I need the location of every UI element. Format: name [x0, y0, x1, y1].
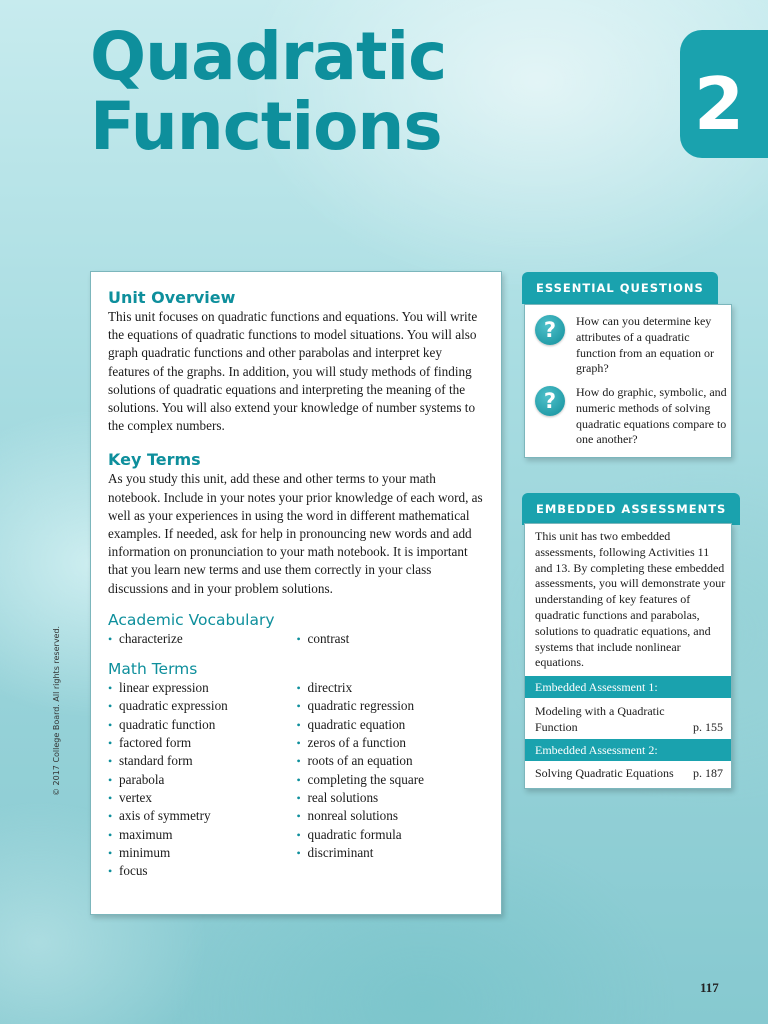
unit-title-line-2: Functions [90, 88, 442, 165]
math-terms-right [297, 679, 486, 880]
list-item: • factored form [108, 734, 297, 752]
question-mark-icon: ? [535, 315, 565, 345]
unit-overview-panel [90, 271, 502, 915]
academic-vocabulary-right [297, 630, 486, 648]
list-item: • quadratic expression [108, 697, 297, 715]
essential-questions-panel [524, 304, 732, 458]
academic-vocabulary-list [108, 630, 485, 648]
list-item: • standard form [108, 752, 297, 770]
copyright-notice: © 2017 College Board. All rights reserved. [52, 625, 61, 796]
embedded-assessments-panel [524, 523, 732, 789]
list-item: • focus [108, 862, 297, 880]
list-item: • contrast [297, 630, 486, 648]
list-item: • vertex [108, 789, 297, 807]
list-item: • quadratic regression [297, 697, 486, 715]
page-number: 117 [700, 980, 719, 995]
embedded-assessments-intro: This unit has two embedded assessments, following Activities 11 and 13. By completing these embedded assessments, you will demonstrate your understanding of key features of quadratic functions and parabolas, solutions to quadratic equations, and systems that include nonlinear equations. [535, 529, 726, 670]
embedded-assessment-2-entry [535, 766, 723, 782]
list-item: • characterize [108, 630, 297, 648]
list-item: • axis of symmetry [108, 807, 297, 825]
unit-title-line-1: Quadratic [90, 18, 447, 95]
essential-question-2 [535, 385, 727, 448]
list-item: • directrix [297, 679, 486, 697]
list-item: • parabola [108, 771, 297, 789]
list-item: • roots of an equation [297, 752, 486, 770]
math-terms-list [108, 679, 485, 880]
essential-question-text: How can you determine key attributes of a quadratic function from an equation or graph? [576, 314, 714, 376]
unit-title [90, 18, 447, 165]
key-terms-text: As you study this unit, add these and other terms to your math notebook. Include in your notes your prior knowledge of each word, as well as your experiences in using the word in different mathematical examples. If needed, ask for help in pronouncing new words and add information on pronunciation to your math notebook. It is important that you learn new terms and use them correctly in your class discussions and in your problem solutions. [108, 471, 483, 596]
list-item: • quadratic function [108, 716, 297, 734]
embedded-assessment-2-page: p. 187 [693, 766, 723, 780]
list-item: • zeros of a function [297, 734, 486, 752]
list-item: • discriminant [297, 844, 486, 862]
embedded-assessment-1-page: p. 155 [693, 719, 723, 734]
embedded-assessment-1-title: Modeling with a Quadratic Function [535, 704, 665, 734]
embedded-assessment-2-header: Embedded Assessment 2: [525, 739, 731, 761]
embedded-assessment-1-entry [535, 704, 723, 736]
list-item: • minimum [108, 844, 297, 862]
embedded-assessment-1-header: Embedded Assessment 1: [525, 676, 731, 698]
list-item: • linear expression [108, 679, 297, 697]
unit-overview-text: This unit focuses on quadratic functions and equations. You will write the equations of quadratic functions to model situations. You will also graph quadratic functions and other parabolas and interpret key features of the graphs. In addition, you will study methods of finding solutions of quadratic equations and interpreting the meaning of the solutions. You will also extend your knowledge of number systems to the complex numbers. [108, 309, 478, 434]
key-terms-heading: Key Terms [108, 450, 201, 470]
question-mark-icon: ? [535, 386, 565, 416]
embedded-assessments-label: EMBEDDED ASSESSMENTS [522, 493, 740, 525]
list-item: • maximum [108, 826, 297, 844]
unit-overview-heading: Unit Overview [108, 288, 236, 307]
list-item: • quadratic formula [297, 826, 486, 844]
essential-question-text: How do graphic, symbolic, and numeric methods of solving quadratic equations compare to one another? [576, 385, 727, 447]
academic-vocabulary-heading: Academic Vocabulary [108, 610, 275, 629]
list-item: • completing the square [297, 771, 486, 789]
essential-question-1 [535, 314, 727, 377]
embedded-assessment-2-title: Solving Quadratic Equations [535, 766, 674, 780]
unit-number-tab: 2 [680, 30, 768, 158]
math-terms-left [108, 679, 297, 880]
list-item: • nonreal solutions [297, 807, 486, 825]
list-item: • quadratic equation [297, 716, 486, 734]
list-item: • real solutions [297, 789, 486, 807]
essential-questions-label: ESSENTIAL QUESTIONS [522, 272, 718, 304]
academic-vocabulary-left [108, 630, 297, 648]
math-terms-heading: Math Terms [108, 660, 198, 679]
